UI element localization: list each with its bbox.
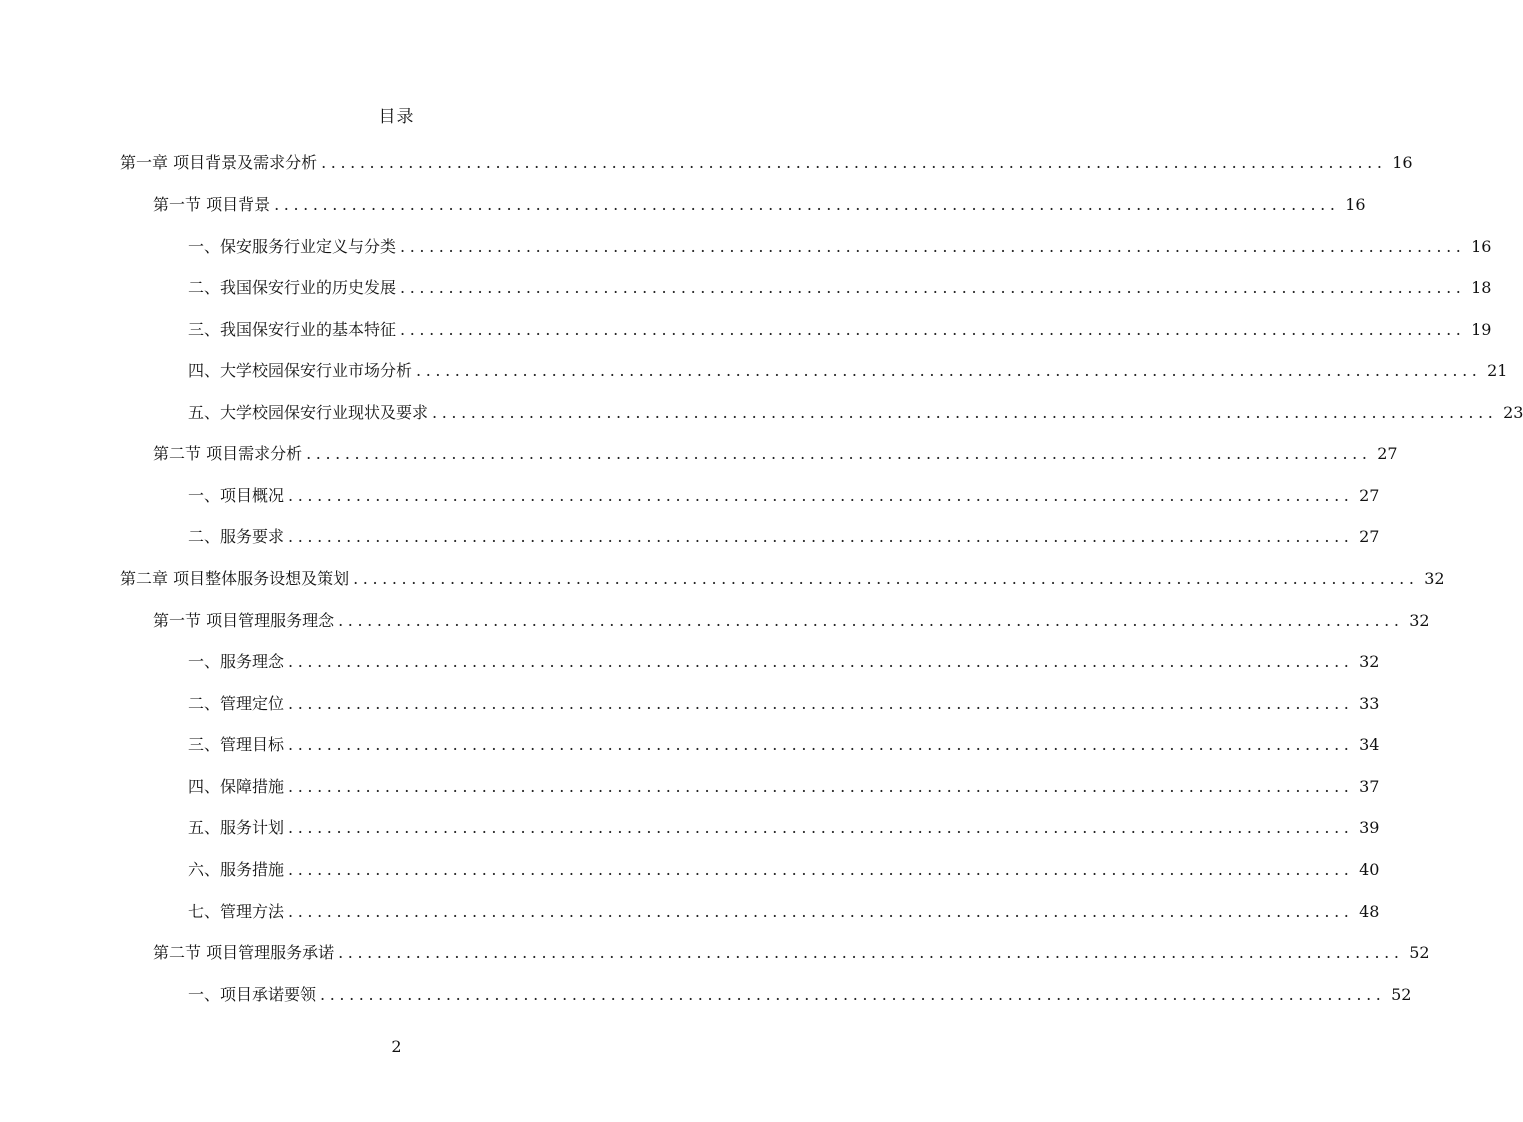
dot-leader: ..............................................................................................................: [288, 777, 1354, 796]
toc-entry-label: 第二节 项目需求分析: [153, 444, 303, 463]
toc-entry-label: 第一节 项目管理服务理念: [153, 611, 335, 630]
toc-entry-page: 32: [1409, 611, 1430, 630]
toc-entry-label: 第二节 项目管理服务承诺: [153, 943, 335, 962]
toc-entry-page: 40: [1359, 860, 1380, 879]
toc-entry-page: 16: [1471, 237, 1492, 256]
dot-leader: ..............................................................................................................: [288, 735, 1354, 754]
toc-entry-page: 32: [1424, 569, 1445, 588]
toc-entry-page: 27: [1377, 444, 1398, 463]
toc-entry-page: 18: [1471, 278, 1492, 297]
toc-entry-label: 一、项目概况: [188, 486, 285, 505]
toc-entry-page: 37: [1359, 777, 1380, 796]
toc-entry-section-2-2[interactable]: [153, 933, 1430, 963]
dot-leader: ..............................................................................................................: [320, 985, 1386, 1004]
toc-entry-section-1-2[interactable]: [153, 434, 1398, 464]
toc-entry-item[interactable]: [188, 850, 1380, 880]
toc-entry-page: 32: [1359, 652, 1380, 671]
toc-entry-label: 二、管理定位: [188, 694, 285, 713]
toc-entry-item[interactable]: [188, 684, 1380, 714]
dot-leader: ..............................................................................................................: [416, 361, 1482, 380]
dot-leader: ..............................................................................................................: [432, 403, 1498, 422]
dot-leader: ..............................................................................................................: [288, 694, 1354, 713]
dot-leader: ..............................................................................................................: [288, 486, 1354, 505]
dot-leader: ..............................................................................................................: [306, 444, 1372, 463]
toc-entry-label: 五、服务计划: [188, 818, 285, 837]
toc-entry-label: 第二章 项目整体服务设想及策划: [120, 569, 350, 588]
toc-entry-label: 一、服务理念: [188, 652, 285, 671]
toc-entry-item[interactable]: [188, 393, 1523, 423]
toc-entry-label: 六、服务措施: [188, 860, 285, 879]
dot-leader: ..............................................................................................................: [321, 153, 1387, 172]
toc-entry-page: 19: [1471, 320, 1492, 339]
toc-entry-label: 三、管理目标: [188, 735, 285, 754]
dot-leader: ..............................................................................................................: [288, 818, 1354, 837]
dot-leader: ..............................................................................................................: [288, 652, 1354, 671]
toc-entry-page: 16: [1345, 195, 1366, 214]
toc-entry-item[interactable]: [188, 725, 1380, 755]
toc-entry-label: 一、项目承诺要领: [188, 985, 317, 1004]
toc-entry-item[interactable]: [188, 808, 1380, 838]
toc-entry-page: 52: [1409, 943, 1430, 962]
toc-entry-label: 第一节 项目背景: [153, 195, 271, 214]
toc-entry-page: 23: [1503, 403, 1523, 422]
dot-leader: ..............................................................................................................: [400, 278, 1466, 297]
dot-leader: ..............................................................................................................: [288, 902, 1354, 921]
toc-entry-item[interactable]: [188, 642, 1380, 672]
toc-entry-page: 39: [1359, 818, 1380, 837]
toc-entry-page: 34: [1359, 735, 1380, 754]
toc-entry-item[interactable]: [188, 310, 1492, 340]
toc-entry-item[interactable]: [188, 517, 1380, 547]
toc-entry-item[interactable]: [188, 476, 1380, 506]
toc-entry-label: 四、大学校园保安行业市场分析: [188, 361, 413, 380]
toc-entry-label: 一、保安服务行业定义与分类: [188, 237, 397, 256]
toc-entry-item[interactable]: [188, 227, 1492, 257]
toc-entry-page: 52: [1391, 985, 1412, 1004]
toc-entry-item[interactable]: [188, 767, 1380, 797]
dot-leader: ..............................................................................................................: [338, 943, 1404, 962]
page-number: 2: [391, 1037, 402, 1056]
toc-entry-label: 第一章 项目背景及需求分析: [120, 153, 318, 172]
toc-entry-label: 三、我国保安行业的基本特征: [188, 320, 397, 339]
toc-entry-chapter-1[interactable]: [120, 143, 1413, 173]
toc-entry-page: 27: [1359, 527, 1380, 546]
toc-entry-page: 33: [1359, 694, 1380, 713]
toc-entry-section-2-1[interactable]: [153, 601, 1430, 631]
toc-entry-label: 二、我国保安行业的历史发展: [188, 278, 397, 297]
toc-entry-chapter-2[interactable]: [120, 559, 1445, 589]
dot-leader: ..............................................................................................................: [353, 569, 1419, 588]
toc-entry-item[interactable]: [188, 892, 1380, 922]
dot-leader: ..............................................................................................................: [400, 320, 1466, 339]
toc-entry-item[interactable]: [188, 268, 1492, 298]
toc-entry-page: 16: [1392, 153, 1413, 172]
toc-entry-item[interactable]: [188, 351, 1508, 381]
toc-entry-label: 二、服务要求: [188, 527, 285, 546]
dot-leader: ..............................................................................................................: [400, 237, 1466, 256]
toc-entry-label: 四、保障措施: [188, 777, 285, 796]
toc-entry-page: 21: [1487, 361, 1508, 380]
toc-title: 目录: [378, 107, 415, 127]
toc-entry-label: 七、管理方法: [188, 902, 285, 921]
toc-entry-section-1-1[interactable]: [153, 185, 1366, 215]
dot-leader: ..............................................................................................................: [338, 611, 1404, 630]
toc-entry-item[interactable]: [188, 975, 1412, 1005]
dot-leader: ..............................................................................................................: [288, 860, 1354, 879]
toc-entry-page: 48: [1359, 902, 1380, 921]
dot-leader: ..............................................................................................................: [274, 195, 1340, 214]
toc-entry-page: 27: [1359, 486, 1380, 505]
toc-entry-label: 五、大学校园保安行业现状及要求: [188, 403, 429, 422]
dot-leader: ..............................................................................................................: [288, 527, 1354, 546]
